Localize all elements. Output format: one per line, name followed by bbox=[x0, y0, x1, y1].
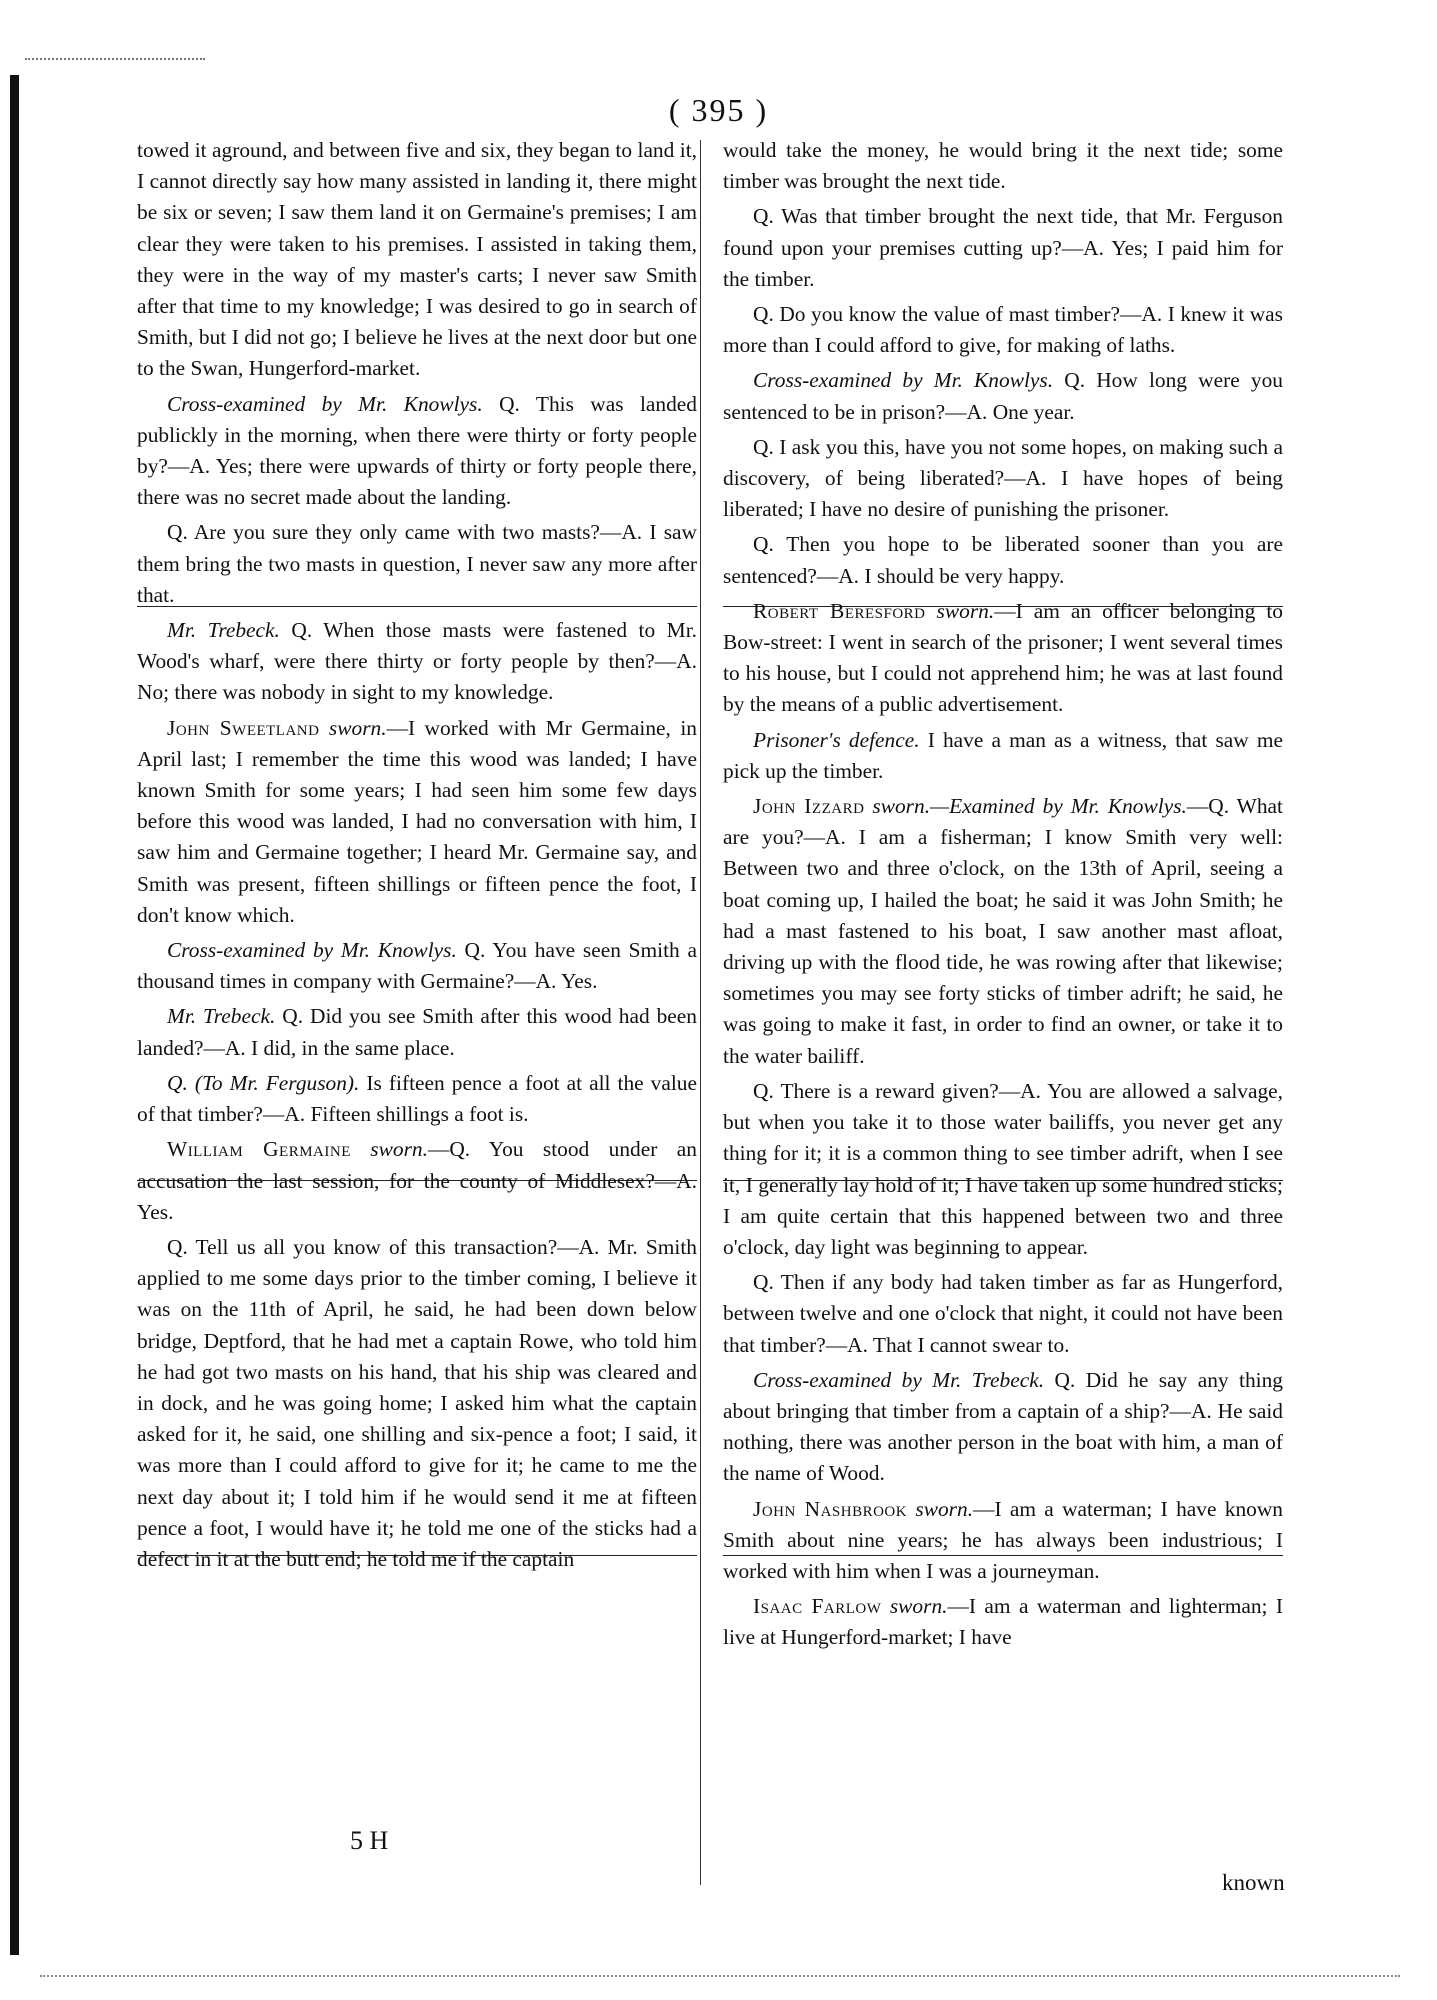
paragraph-text: Q. This was landed publickly in the morning, when there were thirty or forty people by?—A. Yes; there were upwards of thirty or forty people there, there was no secret made about the landing. bbox=[137, 391, 697, 510]
paragraph bbox=[723, 725, 1283, 787]
speaker-label: Mr. Trebeck. bbox=[167, 618, 280, 643]
paragraph-text: I have a man as a witness, that saw me pick up the timber. bbox=[723, 727, 1283, 783]
paragraph: Q. Was that timber brought the next tide, that Mr. Ferguson found upon your premises cutting up?—A. Yes; I paid him for the timber. bbox=[723, 204, 1283, 291]
sworn-label: sworn. bbox=[319, 715, 387, 740]
paragraph: Q. Then you hope to be liberated sooner than you are sentenced?—A. I should be very happy. bbox=[723, 532, 1283, 588]
left-column bbox=[137, 135, 697, 1579]
paragraph bbox=[137, 1068, 697, 1130]
speaker-label: Prisoner's defence. bbox=[753, 727, 920, 752]
scan-noise-bottom bbox=[40, 1975, 1400, 1981]
sworn-label: sworn.—Examined by Mr. Knowlys. bbox=[864, 794, 1187, 819]
paragraph-text: Is fifteen pence a foot at all the value of that timber?—A. Fifteen shillings a foot is. bbox=[137, 1070, 697, 1127]
paragraph-text: —Q. You stood under an accusation the last session, for the county of Middlesex?—A. Yes. bbox=[137, 1137, 697, 1224]
sworn-label: sworn. bbox=[925, 598, 995, 623]
paragraph: Q. Tell us all you know of this transaction?—A. Mr. Smith applied to me some days prior to the timber coming, I believe it was on the 11th of April, he said, he had been down below bridge, Deptford, that he had met a captain Rowe, who told him he had got two masts on his hand, that his ship was cleared and in dock, and he was going home; I asked him what the captain asked for it, he said, one shilling and six-pence a foot; I said, it was more than I could afford to give for it; he came to me the next day about it; I told him if he would send it me at fifteen pence a foot, I would have it; he told me one of the sticks had a defect in it at the butt end; he told me if the captain bbox=[137, 1234, 697, 1571]
catchword: known bbox=[1222, 1870, 1285, 1895]
witness-name: John Nashbrook bbox=[753, 1496, 908, 1521]
paragraph bbox=[137, 1001, 697, 1063]
paragraph bbox=[137, 713, 697, 931]
paragraph: Q. Then if any body had taken timber as far as Hungerford, between twelve and one o'clock that night, it could not have been that timber?—A. That I cannot swear to. bbox=[723, 1270, 1283, 1357]
paragraph bbox=[723, 596, 1283, 721]
sworn-label: sworn. bbox=[881, 1594, 948, 1619]
paragraph: Q. Are you sure they only came with two masts?—A. I saw them bring the two masts in question, I never saw any more after that. bbox=[137, 520, 697, 607]
paragraph-text: —I worked with Mr Germaine, in April last; I remember the time this wood was landed; I have known Smith for some years; I had seen him some few days before this wood was landed, I had no conversation with him, I saw him and Germaine together; I heard Mr. Germaine say, and Smith was present, fifteen shillings or fifteen pence the foot, I don't know which. bbox=[137, 715, 697, 927]
witness-name: Robert Beresford bbox=[753, 598, 926, 623]
paragraph bbox=[723, 365, 1283, 427]
witness-name: John Sweetland bbox=[167, 715, 320, 740]
paragraph: Q. I ask you this, have you not some hopes, on making such a discovery, of being liberated?—A. I have hopes of being liberated; I have no desire of punishing the prisoner. bbox=[723, 434, 1283, 522]
paragraph-text: —I am a waterman and lighterman; I live at Hungerford-market; I have bbox=[723, 1594, 1283, 1650]
paragraph-text: Q. Did he say any thing about bringing that timber from a captain of a ship?—A. He said nothing, there was another person in the boat with him, a man of the name of Wood. bbox=[723, 1367, 1284, 1486]
speaker-label: Q. (To Mr. Ferguson). bbox=[167, 1070, 360, 1095]
paragraph-text: Q. When those masts were fastened to Mr. Wood's wharf, were there thirty or forty people by then?—A. No; there was nobody in sight to my knowledge. bbox=[137, 618, 697, 705]
paragraph: Q. Do you know the value of mast timber?—A. I knew it was more than I could afford to give, for making of laths. bbox=[723, 302, 1283, 358]
paragraph-text: —I am an officer belonging to Bow-street: I went in search of the prisoner; I went several times to his house, but I could not apprehend him; he was at last found by the means of a public advertisement. bbox=[723, 598, 1283, 717]
paragraph bbox=[137, 935, 697, 997]
paragraph bbox=[137, 389, 697, 514]
sworn-label: sworn. bbox=[350, 1137, 428, 1162]
paragraph bbox=[723, 791, 1283, 1072]
right-column bbox=[723, 135, 1283, 1658]
paragraph: Q. There is a reward given?—A. You are allowed a salvage, but when you take it to those water bailiffs, you never get any thing for it; it is a common thing to see timber adrift, when I see it, I generally lay hold of it; I have taken up some hundred sticks; I am quite certain that this happened between two and three o'clock, day light was beginning to appear. bbox=[723, 1078, 1283, 1259]
paragraph bbox=[723, 1494, 1283, 1588]
sworn-label: sworn. bbox=[907, 1496, 974, 1521]
paragraph: would take the money, he would bring it the next tide; some timber was brought the next tide. bbox=[723, 138, 1283, 194]
witness-name: John Izzard bbox=[753, 794, 865, 819]
paragraph bbox=[137, 1134, 697, 1228]
column-divider bbox=[700, 140, 701, 1885]
witness-name: Isaac Farlow bbox=[753, 1594, 882, 1619]
paragraph-text: —Q. What are you?—A. I am a fisherman; I know Smith very well: Between two and three o'clock, on the 13th of April, seeing a boat coming up, I hailed the boat; he said it was John Smith; he had a mast fastened to his boat, I saw another mast afloat, driving up with the flood tide, he was rowing after that likewise; sometimes you may see forty sticks of timber adrift; he said, he was going to make it fast, in order to find an owner, or take it to the water bailiff. bbox=[723, 794, 1283, 1068]
binding-edge bbox=[10, 75, 19, 1955]
speaker-label: Cross-examined by Mr. Knowlys. bbox=[167, 391, 483, 416]
scan-noise-top bbox=[25, 58, 205, 64]
paragraph-text: Q. How long were you sentenced to be in prison?—A. One year. bbox=[723, 368, 1283, 424]
paragraph bbox=[723, 1591, 1283, 1653]
paragraph: towed it aground, and between five and six, they began to land it, I cannot directly say how many assisted in landing it, there might be six or seven; I saw them land it on Germaine's premises; I am clear they were taken to his premises. I assisted in taking them, they were in the way of my master's carts; I never saw Smith after that time to my knowledge; I was desired to go in search of Smith, but I did not go; I believe he lives at the next door but one to the Swan, Hungerford-market. bbox=[137, 138, 697, 381]
paragraph-text: Q. Did you see Smith after this wood had been landed?—A. I did, in the same place. bbox=[137, 1004, 697, 1060]
speaker-label: Cross-examined by Mr. Knowlys. bbox=[167, 938, 457, 963]
paragraph bbox=[723, 1365, 1283, 1490]
speaker-label: Mr. Trebeck. bbox=[167, 1004, 276, 1029]
paragraph-text: —I am a waterman; I have known Smith about nine years; he has always been industrious; I worked with him when I was a journeyman. bbox=[723, 1496, 1284, 1583]
page-number: ( 395 ) bbox=[668, 92, 769, 128]
paragraph bbox=[137, 615, 697, 709]
speaker-label: Cross-examined by Mr. Knowlys. bbox=[753, 368, 1054, 393]
paragraph-text: Q. You have seen Smith a thousand times in company with Germaine?—A. Yes. bbox=[137, 938, 697, 994]
signature-mark: 5 H bbox=[350, 1826, 389, 1855]
witness-name: William Germaine bbox=[167, 1137, 351, 1162]
speaker-label: Cross-examined by Mr. Trebeck. bbox=[753, 1367, 1045, 1392]
